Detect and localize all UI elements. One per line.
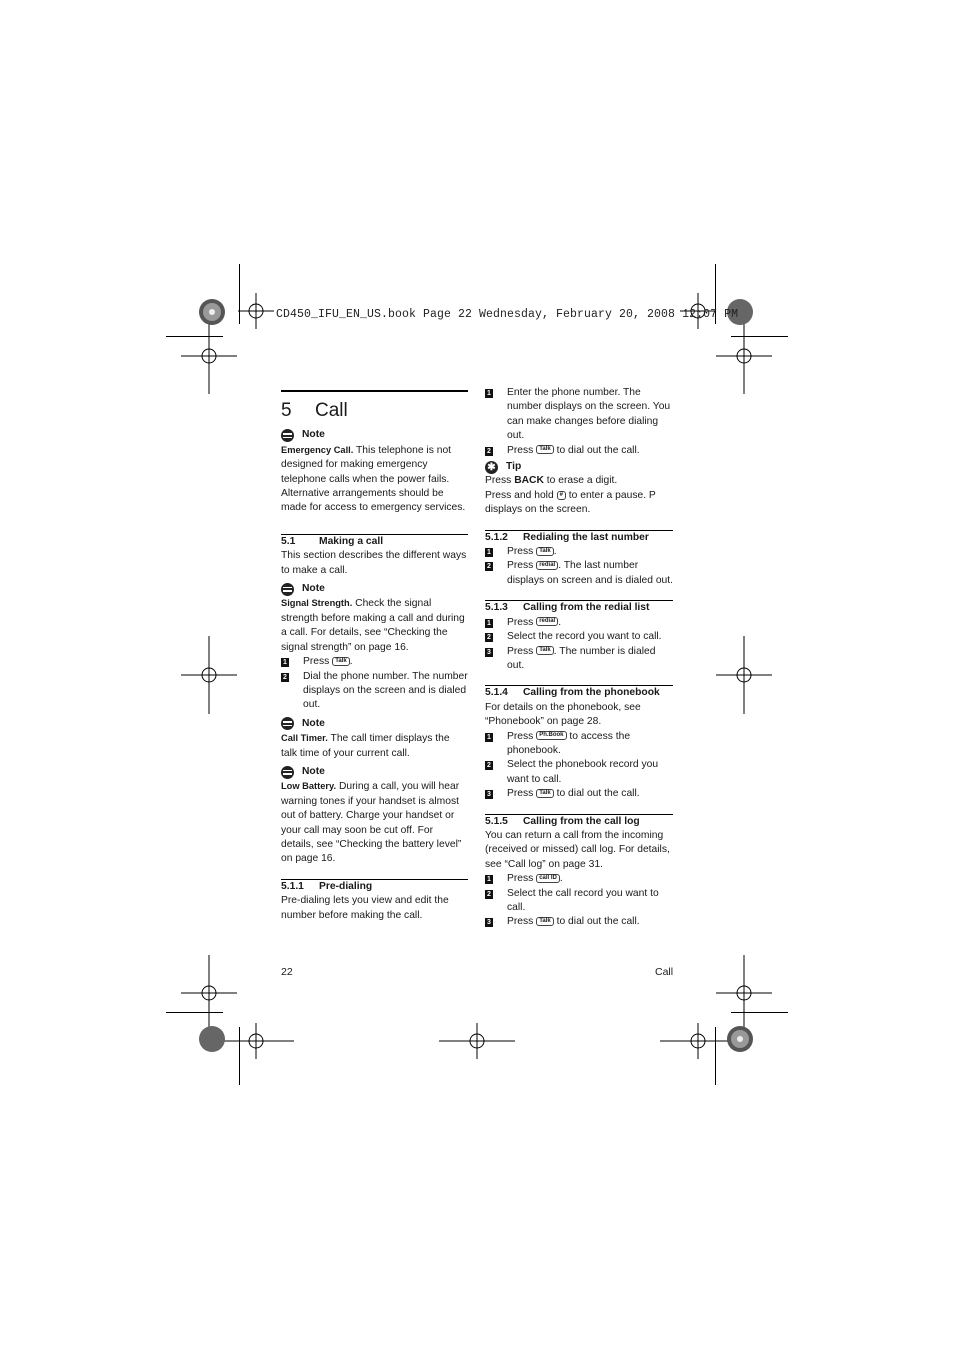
section-heading: 5.1.5 Calling from the call log bbox=[485, 815, 640, 827]
tip-icon: ✱ bbox=[485, 461, 498, 474]
target-icon bbox=[218, 1023, 294, 1059]
list-item: 2 Dial the phone number. The number displays on the screen and is dialed out. bbox=[281, 670, 468, 713]
redial-key-icon: redial bbox=[536, 617, 558, 626]
tip-text: Press BACK to erase a digit. bbox=[485, 475, 618, 487]
talk-key-icon: Talk bbox=[536, 646, 554, 655]
section-heading: 5.1 Making a call bbox=[281, 535, 384, 547]
target-icon bbox=[716, 318, 772, 394]
target-icon bbox=[238, 293, 274, 329]
list-item: 2 Press Talk to dial out the call. bbox=[485, 444, 673, 458]
target-icon bbox=[181, 955, 237, 1031]
tip-heading: ✱ Tip bbox=[485, 460, 673, 474]
section-heading: 5.1.4 Calling from the phonebook bbox=[485, 687, 660, 699]
note-heading: Note bbox=[281, 765, 468, 779]
section-heading: 5.1.1 Pre-dialing bbox=[281, 880, 373, 892]
note-text: Call Timer. The call timer displays the talk time of your current call. bbox=[281, 733, 450, 759]
note-icon bbox=[281, 429, 294, 442]
list-item: 1 Press redial . bbox=[485, 616, 673, 630]
list-item: 1 Press Talk . bbox=[281, 655, 468, 669]
target-icon bbox=[181, 636, 237, 714]
talk-key-icon: Talk bbox=[332, 657, 350, 666]
talk-key-icon: Talk bbox=[536, 789, 554, 798]
list-item: 3 Press Talk to dial out the call. bbox=[485, 915, 673, 929]
chapter-heading bbox=[281, 400, 468, 421]
section-text: This section describes the different ways to make a call. bbox=[281, 550, 467, 576]
right-column bbox=[485, 386, 673, 930]
chapter-rule bbox=[281, 390, 468, 392]
talk-key-icon: Talk bbox=[536, 445, 554, 454]
starburst-icon bbox=[199, 299, 225, 325]
list-item: 3 Press Talk . The number is dialed out. bbox=[485, 645, 673, 674]
target-icon bbox=[716, 955, 772, 1031]
target-icon bbox=[716, 636, 772, 714]
print-header: CD450_IFU_EN_US.book Page 22 Wednesday, February 20, 2008 12:07 PM bbox=[276, 308, 739, 321]
list-item: 1 Press Ph.Book to access the phonebook. bbox=[485, 730, 673, 759]
phonebook-key-icon: Ph.Book bbox=[536, 731, 566, 740]
list-item: 2 Press redial . The last number displays on screen and is dialed out. bbox=[485, 559, 673, 588]
section-text: For details on the phonebook, see “Phonebook” on page 28. bbox=[485, 701, 641, 728]
hash-key-icon: # bbox=[557, 491, 566, 500]
starburst-icon bbox=[727, 1026, 753, 1052]
chapter-number: 5 bbox=[281, 400, 292, 421]
note-icon bbox=[281, 766, 294, 779]
note-icon bbox=[281, 717, 294, 730]
chapter-title: Call bbox=[315, 400, 348, 421]
list-item: 2 Select the call record you want to call. bbox=[485, 887, 673, 916]
list-item: 1 Enter the phone number. The number displays on the screen. You can make changes before dialing out. bbox=[485, 386, 673, 444]
list-item: 1 Press Talk . bbox=[485, 545, 673, 559]
redial-key-icon: redial bbox=[536, 561, 558, 570]
list-item: 2 Select the record you want to call. bbox=[485, 630, 673, 644]
call-id-key-icon: call ID bbox=[536, 874, 560, 883]
note-heading: Note bbox=[281, 717, 468, 731]
target-icon bbox=[181, 318, 237, 394]
talk-key-icon: Talk bbox=[536, 547, 554, 556]
page-number: 22 bbox=[281, 966, 293, 978]
footer-section: Call bbox=[655, 966, 674, 978]
gray-disc-icon bbox=[199, 1026, 225, 1052]
note-heading: Note bbox=[281, 428, 468, 442]
section-heading: 5.1.3 Calling from the redial list bbox=[485, 602, 650, 614]
list-item: 2 Select the phonebook record you want to call. bbox=[485, 758, 673, 787]
target-icon bbox=[439, 1023, 515, 1059]
section-heading: 5.1.2 Redialing the last number bbox=[485, 531, 649, 543]
target-icon bbox=[660, 1023, 736, 1059]
list-item: 1 Press call ID . bbox=[485, 872, 673, 886]
list-item: 3 Press Talk to dial out the call. bbox=[485, 787, 673, 801]
note-text: Emergency Call. This telephone is not designed for making emergency telephone calls when the power fails. Alternative arrangements should be made for access to emergency services. bbox=[281, 444, 466, 514]
note-heading: Note bbox=[281, 582, 468, 596]
talk-key-icon: Talk bbox=[536, 917, 554, 926]
note-text: Signal Strength. Check the signal strength before making a call and during a call. For details, see “Checking the signal strength” on page 16. bbox=[281, 598, 465, 653]
tip-text: Press and hold # to enter a pause. P displays on the screen. bbox=[485, 489, 656, 516]
section-text: You can return a call from the incoming (received or missed) call log. For details, see “Call log” on page 31. bbox=[485, 829, 670, 870]
note-icon bbox=[281, 583, 294, 596]
left-column bbox=[281, 390, 468, 923]
section-text: Pre-dialing lets you view and edit the number before making the call. bbox=[281, 895, 449, 921]
note-text: Low Battery. During a call, you will hear warning tones if your handset is almost out of battery. Charge your handset or your call may soon be cut off. For details, see “Checking the battery level” on page 16. bbox=[281, 781, 462, 865]
